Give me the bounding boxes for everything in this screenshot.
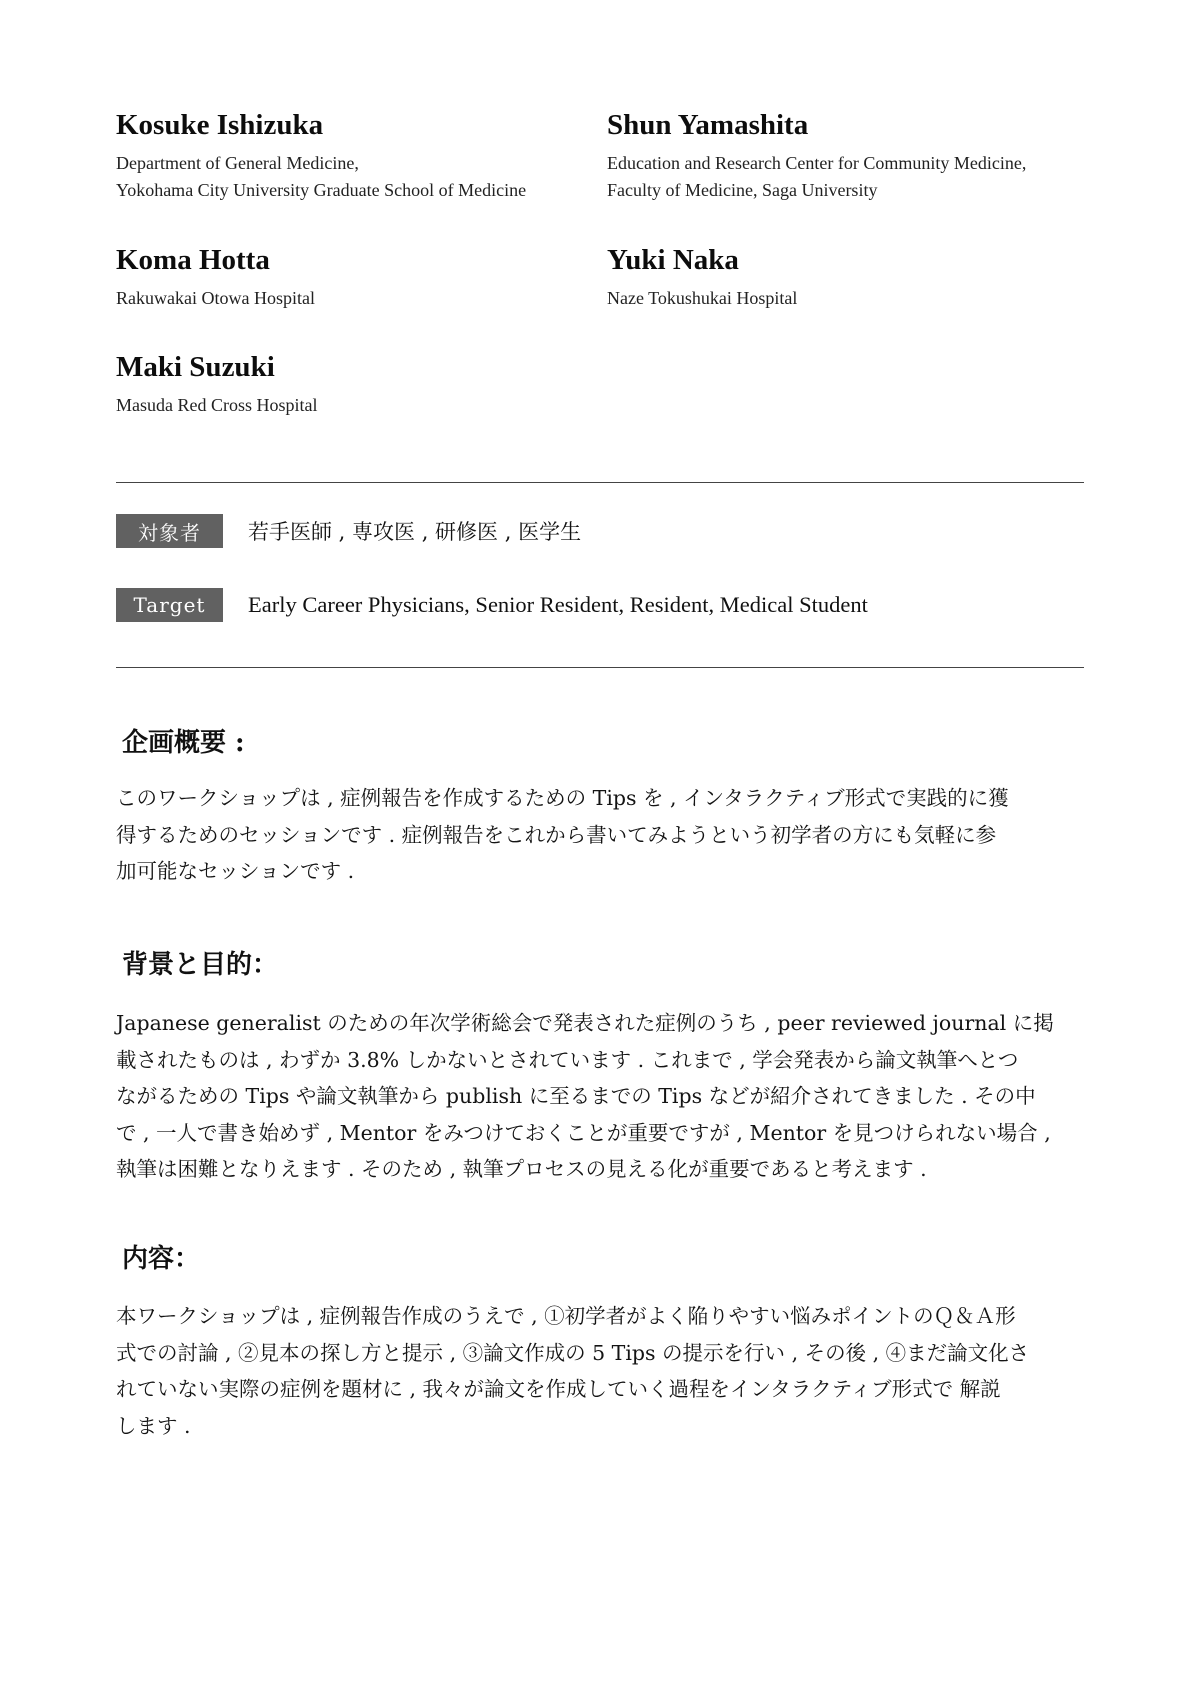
author-affiliation-line: Department of General Medicine, (116, 153, 359, 173)
section-heading-background: 背景と目的： (122, 950, 279, 980)
author-name: Maki Suzuki (116, 351, 275, 383)
target-value-ja: 若手医師 , 専攻医 , 研修医 , 医学生 (248, 520, 582, 544)
section-body-content (116, 1298, 1091, 1444)
author-block (116, 350, 586, 419)
paragraph-line: れていない実際の症例を題材に , 我々が論文を作成していく過程をインタラクティブ形式で 解説 (116, 1377, 1001, 1401)
paragraph-line: 執筆は困難となりえます . そのため , 執筆プロセスの見える化が重要であると考えます . (116, 1157, 927, 1181)
divider (116, 482, 1084, 483)
author-block (607, 108, 1077, 204)
author-affiliation-line: Education and Research Center for Community Medicine, (607, 153, 1027, 173)
target-row-en (116, 588, 868, 622)
author-affiliation-line: Faculty of Medicine, Saga University (607, 180, 878, 200)
paragraph-line: 本ワークショップは , 症例報告作成のうえで , ①初学者がよく陥りやすい悩みポイントのＱ＆Ａ形 (116, 1304, 1016, 1328)
author-block (116, 108, 586, 204)
divider (116, 667, 1084, 668)
author-name: Shun Yamashita (607, 109, 809, 141)
paragraph-line: このワークショップは , 症例報告を作成するための Tips を , インタラクティブ形式で実践的に獲 (116, 786, 1009, 810)
author-name: Koma Hotta (116, 244, 270, 276)
section-body-overview (116, 780, 1091, 890)
target-label-en: Target (116, 588, 223, 622)
paragraph-line: します . (116, 1413, 191, 1438)
paragraph-line: で , 一人で書き始めず , Mentor をみつけておくことが重要ですが , Mentor を見つけられない場合 , (116, 1120, 1051, 1145)
author-affiliation-line: Rakuwakai Otowa Hospital (116, 288, 315, 308)
paragraph-line: 載されたものは , わずか 3.8% しかないとされています . これまで , 学会発表から論文執筆へとつ (116, 1047, 1019, 1072)
author-name: Kosuke Ishizuka (116, 109, 324, 141)
section-body-background (116, 1005, 1091, 1188)
target-label-ja: 対象者 (116, 514, 223, 548)
target-value-en: Early Career Physicians, Senior Resident, Resident, Medical Student (248, 592, 868, 617)
section-heading-overview: 企画概要 : (122, 728, 245, 758)
paragraph-line: 式での討論 , ②見本の探し方と提示 , ③論文作成の 5 Tips の提示を行い , その後 , ④まだ論文化さ (116, 1340, 1030, 1365)
paragraph-line: Japanese generalist のための年次学術総会で発表された症例のうち , peer reviewed journal に掲 (116, 1011, 1054, 1035)
author-affiliation-line: Naze Tokushukai Hospital (607, 288, 798, 308)
author-name: Yuki Naka (607, 244, 739, 276)
author-affiliation-line: Masuda Red Cross Hospital (116, 395, 318, 415)
author-affiliation-line: Yokohama City University Graduate School of Medicine (116, 180, 527, 200)
author-block (116, 243, 586, 312)
paragraph-line: 加可能なセッションです . (116, 859, 355, 883)
section-heading-content: 内容： (122, 1244, 201, 1274)
paragraph-line: ながるための Tips や論文執筆から publish に至るまでの Tips などが紹介されてきました . その中 (116, 1084, 1036, 1108)
target-row-ja (116, 514, 581, 548)
paragraph-line: 得するためのセッションです . 症例報告をこれから書いてみようという初学者の方にも気軽に参 (116, 822, 997, 847)
author-block (607, 243, 1077, 312)
